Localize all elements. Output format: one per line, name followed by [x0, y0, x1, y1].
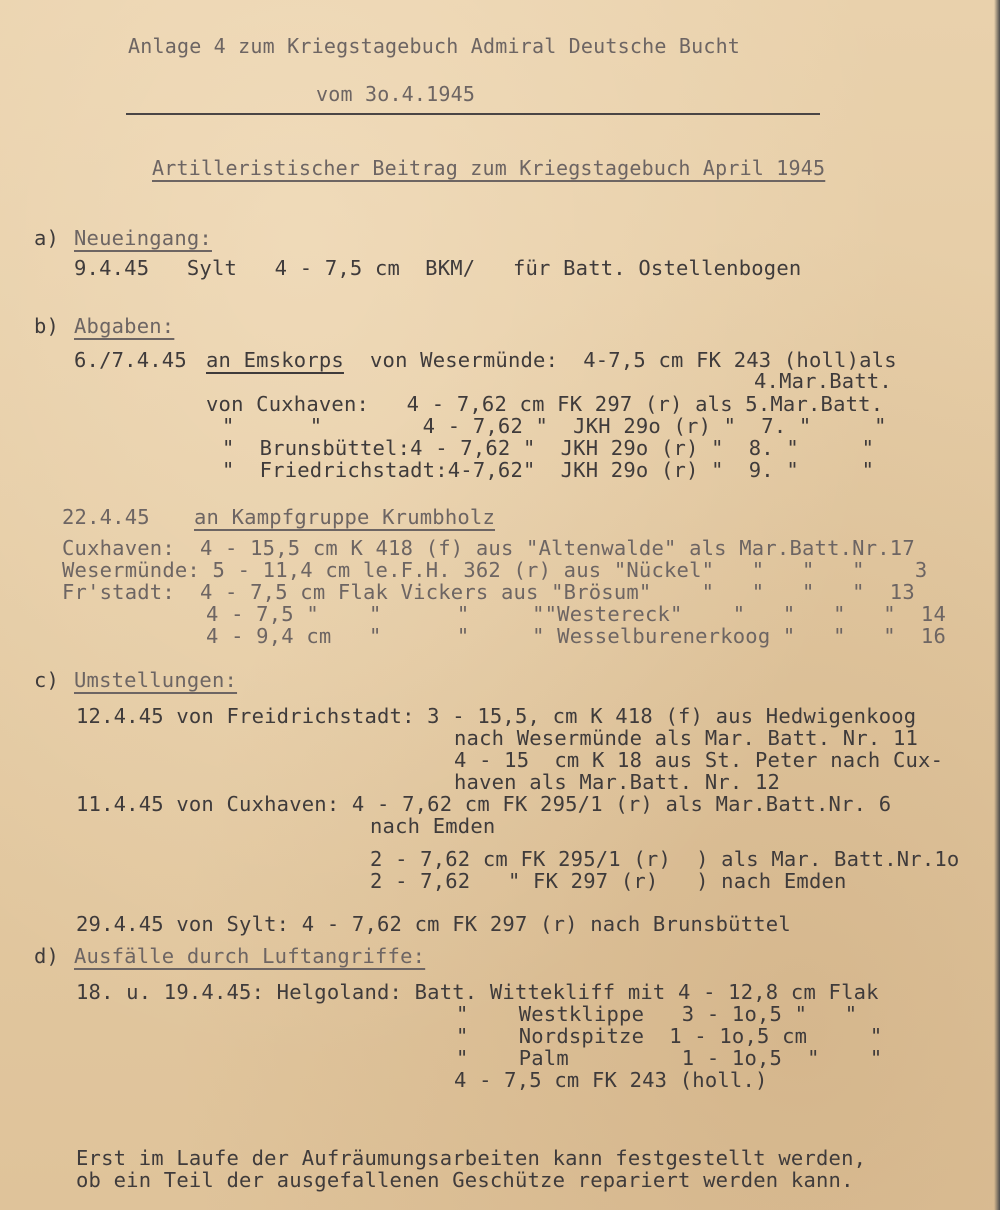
section-d-line-4: " Palm 1 - 1o,5 " " — [456, 1046, 883, 1070]
section-b-date-2: 22.4.45 — [62, 505, 150, 529]
section-c-heading: Umstellungen: — [74, 668, 238, 692]
document-title: Artilleristischer Beitrag zum Kriegstagebuch April 1945 — [152, 156, 826, 180]
section-b-recipient-emskorps: an Emskorps — [206, 348, 344, 372]
section-b-recipient-kampfgruppe: an Kampfgruppe Krumbholz — [194, 505, 496, 529]
section-b-kampf-line-4: 4 - 7,5 " " " ""Westereck" " " " " 14 — [206, 602, 946, 626]
section-b-line-2: 4.Mar.Batt. — [754, 369, 892, 393]
section-b-kampf-line-1: Cuxhaven: 4 - 15,5 cm K 418 (f) aus "Altenwalde" als Mar.Batt.Nr.17 — [62, 536, 915, 560]
page-edge-shadow — [994, 0, 1000, 1210]
section-c-line-4: haven als Mar.Batt. Nr. 12 — [454, 770, 781, 794]
section-c-line-2: nach Wesermünde als Mar. Batt. Nr. 11 — [454, 726, 919, 750]
header-annex-line: Anlage 4 zum Kriegstagebuch Admiral Deutsche Bucht — [128, 34, 741, 58]
section-d-line-3: " Nordspitze 1 - 1o,5 cm " — [456, 1024, 883, 1048]
section-a-label: a) — [34, 226, 60, 250]
section-b-kampf-line-5: 4 - 9,4 cm " " " Wesselburenerkoog " " " 16 — [206, 624, 946, 648]
closing-line-2: ob ein Teil der ausgefallenen Geschütze repariert werden kann. — [76, 1168, 854, 1192]
section-b-date-1: 6./7.4.45 — [74, 348, 187, 372]
section-b-line-3: von Cuxhaven: 4 - 7,62 cm FK 297 (r) als 5.Mar.Batt. — [206, 392, 884, 416]
section-a-heading: Neueingang: — [74, 226, 212, 250]
section-a-entry: 9.4.45 Sylt 4 - 7,5 cm BKM/ für Batt. Ostellenbogen — [74, 256, 802, 280]
header-rule — [126, 113, 820, 115]
section-d-line-2: " Westklippe 3 - 1o,5 " " — [456, 1002, 858, 1026]
section-b-kampf-line-3: Fr'stadt: 4 - 7,5 cm Flak Vickers aus "Brösum" " " " " 13 — [62, 580, 915, 604]
section-b-line-6: " Friedrichstadt:4-7,62" JKH 29o (r) " 9. " " — [222, 458, 875, 482]
section-b-line-4: " " 4 - 7,62 " JKH 29o (r) " 7. " " — [222, 414, 887, 438]
section-c-line-6: nach Emden — [370, 814, 496, 838]
section-d-line-1: 18. u. 19.4.45: Helgoland: Batt. Wittekliff mit 4 - 12,8 cm Flak — [76, 980, 879, 1004]
header-date-line: vom 3o.4.1945 — [316, 82, 476, 106]
section-c-line-7: 2 - 7,62 cm FK 295/1 (r) ) als Mar. Batt.Nr.1o — [370, 847, 960, 871]
section-c-line-8: 2 - 7,62 " FK 297 (r) ) nach Emden — [370, 869, 847, 893]
section-c-line-1: 12.4.45 von Freidrichstadt: 3 - 15,5, cm K 418 (f) aus Hedwigenkoog — [76, 704, 917, 728]
section-b-line-5: " Brunsbüttel:4 - 7,62 " JKH 29o (r) " 8. " " — [222, 436, 875, 460]
section-c-label: c) — [34, 668, 60, 692]
section-d-label: d) — [34, 944, 60, 968]
section-c-line-3: 4 - 15 cm K 18 aus St. Peter nach Cux- — [454, 748, 944, 772]
section-b-line-1: von Wesermünde: 4-7,5 cm FK 243 (holl)als — [370, 348, 897, 372]
section-d-line-5: 4 - 7,5 cm FK 243 (holl.) — [454, 1068, 768, 1092]
closing-line-1: Erst im Laufe der Aufräumungsarbeiten kann festgestellt werden, — [76, 1146, 867, 1170]
section-b-heading: Abgaben: — [74, 314, 175, 338]
section-c-line-9: 29.4.45 von Sylt: 4 - 7,62 cm FK 297 (r) nach Brunsbüttel — [76, 912, 791, 936]
section-b-kampf-line-2: Wesermünde: 5 - 11,4 cm le.F.H. 362 (r) aus "Nückel" " " " 3 — [62, 558, 928, 582]
section-d-heading: Ausfälle durch Luftangriffe: — [74, 944, 426, 968]
section-c-line-5: 11.4.45 von Cuxhaven: 4 - 7,62 cm FK 295/1 (r) als Mar.Batt.Nr. 6 — [76, 792, 892, 816]
section-b-label: b) — [34, 314, 60, 338]
